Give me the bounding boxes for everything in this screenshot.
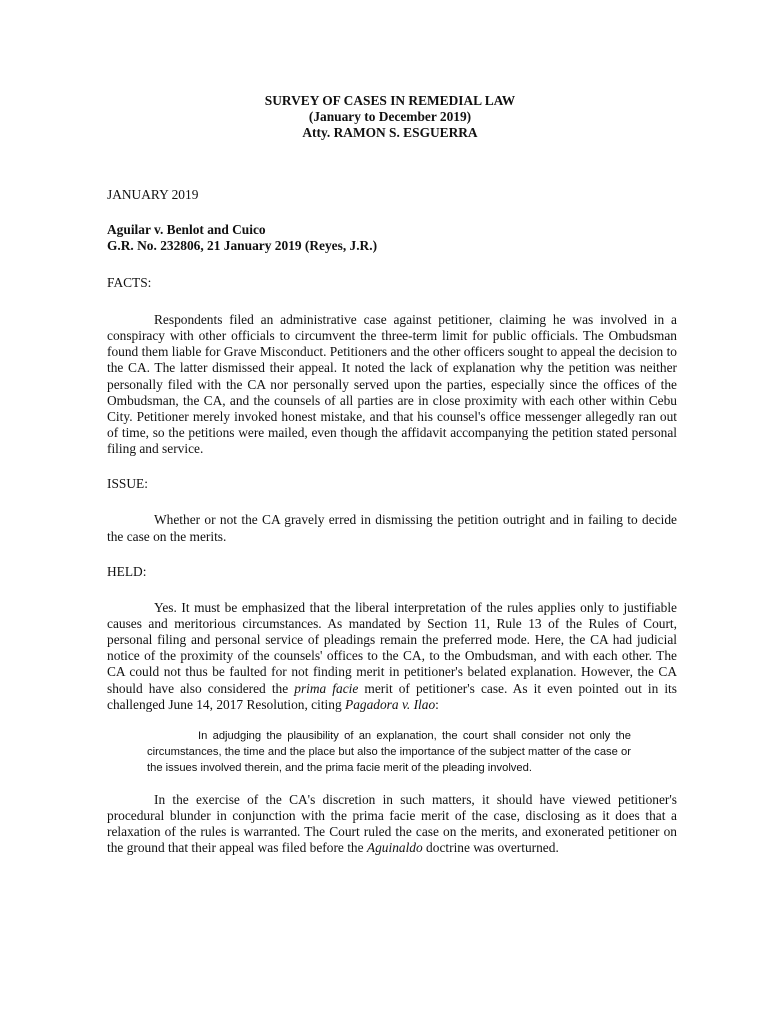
held-label: HELD: [107, 563, 147, 579]
document-header [103, 93, 677, 141]
held2-italic-doctrine: Aguinaldo [366, 840, 423, 856]
document-title: SURVEY OF CASES IN REMEDIAL LAW [264, 93, 516, 108]
held-paragraph-2 [107, 792, 677, 857]
held2-text-b: doctrine was overturned. [422, 840, 559, 856]
held-text-b: merit of petitioner's case. As it even pointed out in its challenged June 14, 2017 Resolution, citing [107, 680, 677, 712]
issue-paragraph: Whether or not the CA gravely erred in dismissing the petition outright and in failing to decide the case on the merits. [107, 512, 677, 544]
issue-label: ISSUE: [107, 476, 148, 492]
held-italic-prima-facie: prima facie [294, 680, 359, 696]
facts-paragraph: Respondents filed an administrative case against petitioner, claiming he was involved in a conspiracy with other officials to circumvent the three-term limit for public officials. The Ombudsman found them liable for Grave Misconduct. Petitioners and the other officers sought to appeal the decision to the CA. The latter dismissed their appeal. It noted the lack of explanation why the petition was neither personally filed with the CA nor personally served upon the parties, especially since the offices of the Ombudsman, the CA, and the counsels of all parties are in close proximity with each other within Cebu City. Petitioner merely invoked honest mistake, and that his counsel's office messenger allegedly ran out of time, so the petitions were mailed, even though the affidavit accompanying the petition stated personal filing and service. [107, 312, 677, 457]
document-author: Atty. RAMON S. ESGUERRA [302, 125, 478, 140]
case-title: Aguilar v. Benlot and Cuico [107, 222, 266, 237]
case-heading [107, 222, 677, 254]
held-italic-case-name: Pagadora v. Ilao [345, 696, 436, 712]
facts-label: FACTS: [107, 275, 152, 290]
month-heading: JANUARY 2019 [107, 187, 199, 202]
held-text-a: Yes. It must be emphasized that the liberal interpretation of the rules applies only to justifiable causes and meritorious circumstances. As mandated by Section 11, Rule 13 of the Rules of Court, personal filing and personal service of pleadings remain the preferred mode. Here, the CA had judicial notice of the proximity of the counsels' offices to the CA, to the Ombudsman, and with each other. The CA could not thus be faulted for not finding merit in petitioner's belated explanation. However, the CA should have also considered the [107, 599, 677, 696]
document-page [107, 93, 677, 856]
block-quote: In adjudging the plausibility of an explanation, the court shall consider not only the circumstances, the time and the place but also the importance of the subject matter of the case or the issues involved therein, and the prima facie merit of the pleading involved. [147, 729, 631, 774]
held-text-c: : [435, 696, 439, 712]
document-period: (January to December 2019) [308, 109, 472, 124]
held2-text-a: In the exercise of the CA's discretion in such matters, it should have viewed petitioner's procedural blunder in conjunction with the prima facie merit of the case, disclosing as it does that a relaxation of the rules is warranted. The Court ruled the case on the merits, and exonerated petitioner on the ground that their appeal was filed before the [107, 791, 677, 856]
case-citation: G.R. No. 232806, 21 January 2019 (Reyes, J.R.) [107, 238, 378, 253]
held-paragraph-1 [107, 600, 677, 713]
